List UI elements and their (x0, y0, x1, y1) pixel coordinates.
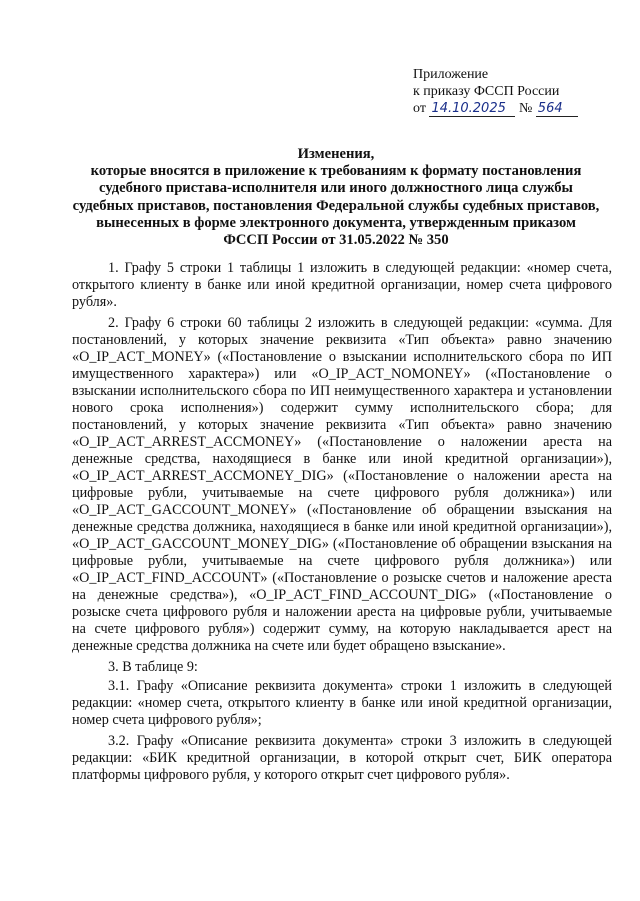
paragraph-3-1: 3.1. Графу «Описание реквизита документа» строки 1 изложить в следующей редакции: «номер счета, открытого клиенту в банке или иной кредитной организации, номер счета цифрового рубля»; (72, 678, 612, 728)
document-body (72, 260, 612, 788)
handwritten-number: 564 (536, 102, 578, 117)
document-title (56, 146, 616, 249)
title-line: судебных приставов, постановления Федеральной службы судебных приставов, (72, 197, 600, 214)
paragraph-3: 3. В таблице 9: (108, 659, 198, 675)
title-line: ФССП России от 31.05.2022 № 350 (223, 232, 449, 249)
title-line: вынесенных в форме электронного документа, утвержденным приказом (96, 214, 576, 231)
title-line: Изменения, (297, 146, 375, 162)
paragraph-3-2: 3.2. Графу «Описание реквизита документа» строки 3 изложить в следующей редакции: «БИК кредитной организации, в которой открыт счет, БИК оператора платформы цифрового рубля, у которого открыт счет цифрового рубля». (72, 733, 612, 783)
title-line: которые вносятся в приложение к требованиям к формату постановления (90, 163, 582, 180)
annex-date-number-line (413, 100, 578, 117)
paragraph-2: 2. Графу 6 строки 60 таблицы 2 изложить в следующей редакции: «сумма. Для постановлений, у которых значение реквизита «Тип объекта» равно значению «O_IP_ACT_MONEY» («Постановление о взыскании исполнительского сбора по ИП имущественного характера») или «O_IP_ACT_NOMONEY» («Постановление о взыскании исполнительского сбора по ИП неимущественного характера и установлении нового срока исполнения») содержит сумму исполнительского сбора; для постановлений, у которых значение реквизита «Тип объекта» равно значению «O_IP_ACT_ARREST_ACCMONEY» («Постановление о наложении ареста на денежные средства, находящиеся в банке или иной кредитной организации»), «O_IP_ACT_ARREST_ACCMONEY_DIG» («Постановление о наложении ареста на цифровые рубли, учитываемые на счете цифрового рубля должника») или «O_IP_ACT_GACCOUNT_MONEY» («Постановление об обращении взыскания на денежные средства должника, находящиеся в банке или иной кредитной организации»), «O_IP_ACT_GACCOUNT_MONEY_DIG» («Постановление об обращении взыскания на цифровые рубли, учитываемые на счете цифрового рубля должника») или «O_IP_ACT_FIND_ACCOUNT» («Постановление о розыске счетов и наложение ареста на денежные средства»), «O_IP_ACT_FIND_ACCOUNT_DIG» («Постановление о розыске счета цифрового рубля и наложении ареста на цифровые рубли, учитываемые на счете цифрового рубля») содержит сумму, на которую накладывается арест на денежные средства должника на счете или будет обращено взыскание». (72, 315, 612, 654)
annex-label: Приложение (413, 67, 489, 82)
from-label: от (413, 101, 426, 116)
handwritten-date: 14.10.2025 (429, 102, 515, 117)
title-line: судебного пристава-исполнителя или иного должностного лица службы (99, 180, 573, 197)
annex-header (413, 66, 578, 117)
number-label: № (518, 101, 533, 116)
paragraph-1: 1. Графу 5 строки 1 таблицы 1 изложить в следующей редакции: «номер счета, открытого клиенту в банке или иной кредитной организации, номер счета цифрового рубля». (72, 260, 612, 310)
annex-order-ref: к приказу ФССП России (413, 84, 560, 99)
